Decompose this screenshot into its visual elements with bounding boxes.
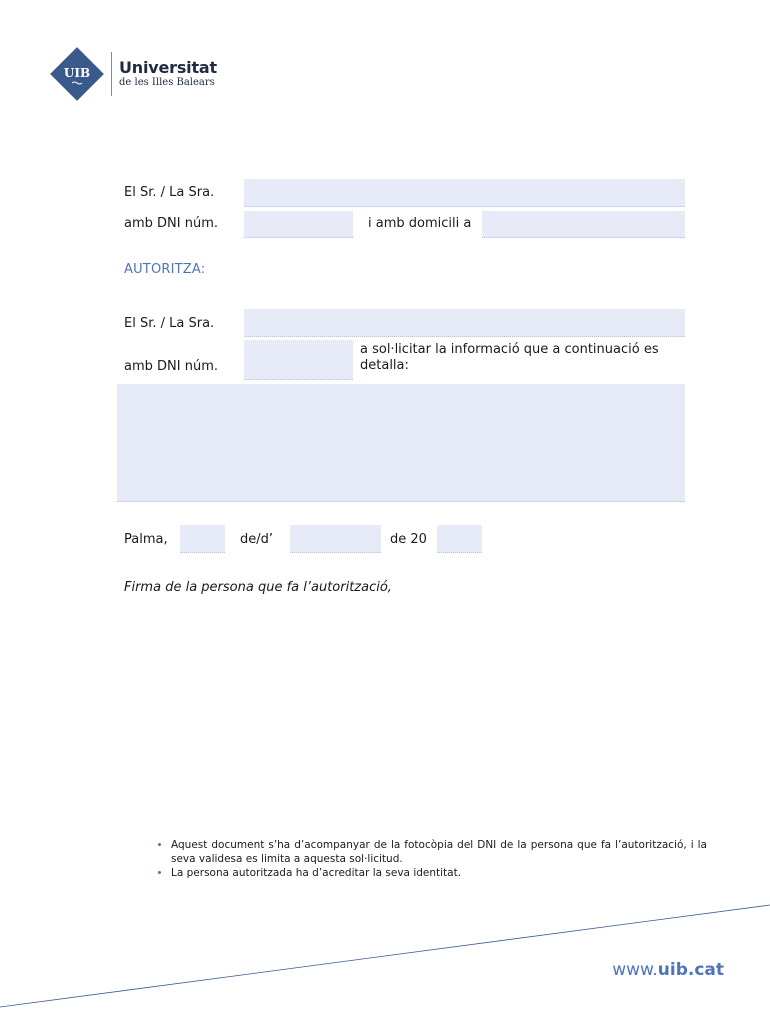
university-name: Universitat (119, 58, 217, 77)
name-field-1[interactable] (244, 179, 685, 207)
university-subtitle: de les Illes Balears (119, 77, 215, 88)
note-item: • La persona autoritzada ha d’acreditar la seva identitat. (171, 866, 707, 880)
website-link[interactable] (612, 960, 724, 980)
month-label: de/d’ (240, 532, 274, 547)
logo-mark-text: UIB (63, 66, 91, 80)
website-domain: uib.cat (657, 960, 724, 980)
logo-divider (111, 52, 112, 96)
notes-list (143, 838, 707, 880)
month-field[interactable] (290, 525, 381, 553)
address-field[interactable] (482, 211, 685, 238)
year-field[interactable] (437, 525, 482, 553)
authorizes-heading: AUTORITZA: (124, 262, 206, 277)
dni-field-1[interactable] (244, 211, 353, 238)
place-label: Palma, (124, 532, 168, 547)
address-label: i amb domicili a (368, 216, 472, 231)
website-prefix: www. (612, 960, 658, 980)
signature-label: Firma de la persona que fa l’autorització, (124, 580, 392, 595)
name-label-1: El Sr. / La Sra. (124, 185, 215, 200)
name-label-2: El Sr. / La Sra. (124, 316, 215, 331)
year-label: de 20 (390, 532, 427, 547)
requested-information-field[interactable] (117, 384, 685, 502)
dni-label-2: amb DNI núm. (124, 359, 218, 374)
note-item: • Aquest document s’ha d’acompanyar de la fotocòpia del DNI de la persona que fa l’autorització, i la seva validesa es limita a aquesta sol·licitud. (171, 838, 707, 866)
name-field-2[interactable] (244, 309, 685, 337)
dni-field-2[interactable] (244, 340, 353, 380)
uib-logo-mark (50, 47, 104, 101)
dni-label-1: amb DNI núm. (124, 216, 218, 231)
request-text: a sol·licitar la informació que a continuació es detalla: (360, 342, 659, 373)
day-field[interactable] (180, 525, 225, 553)
